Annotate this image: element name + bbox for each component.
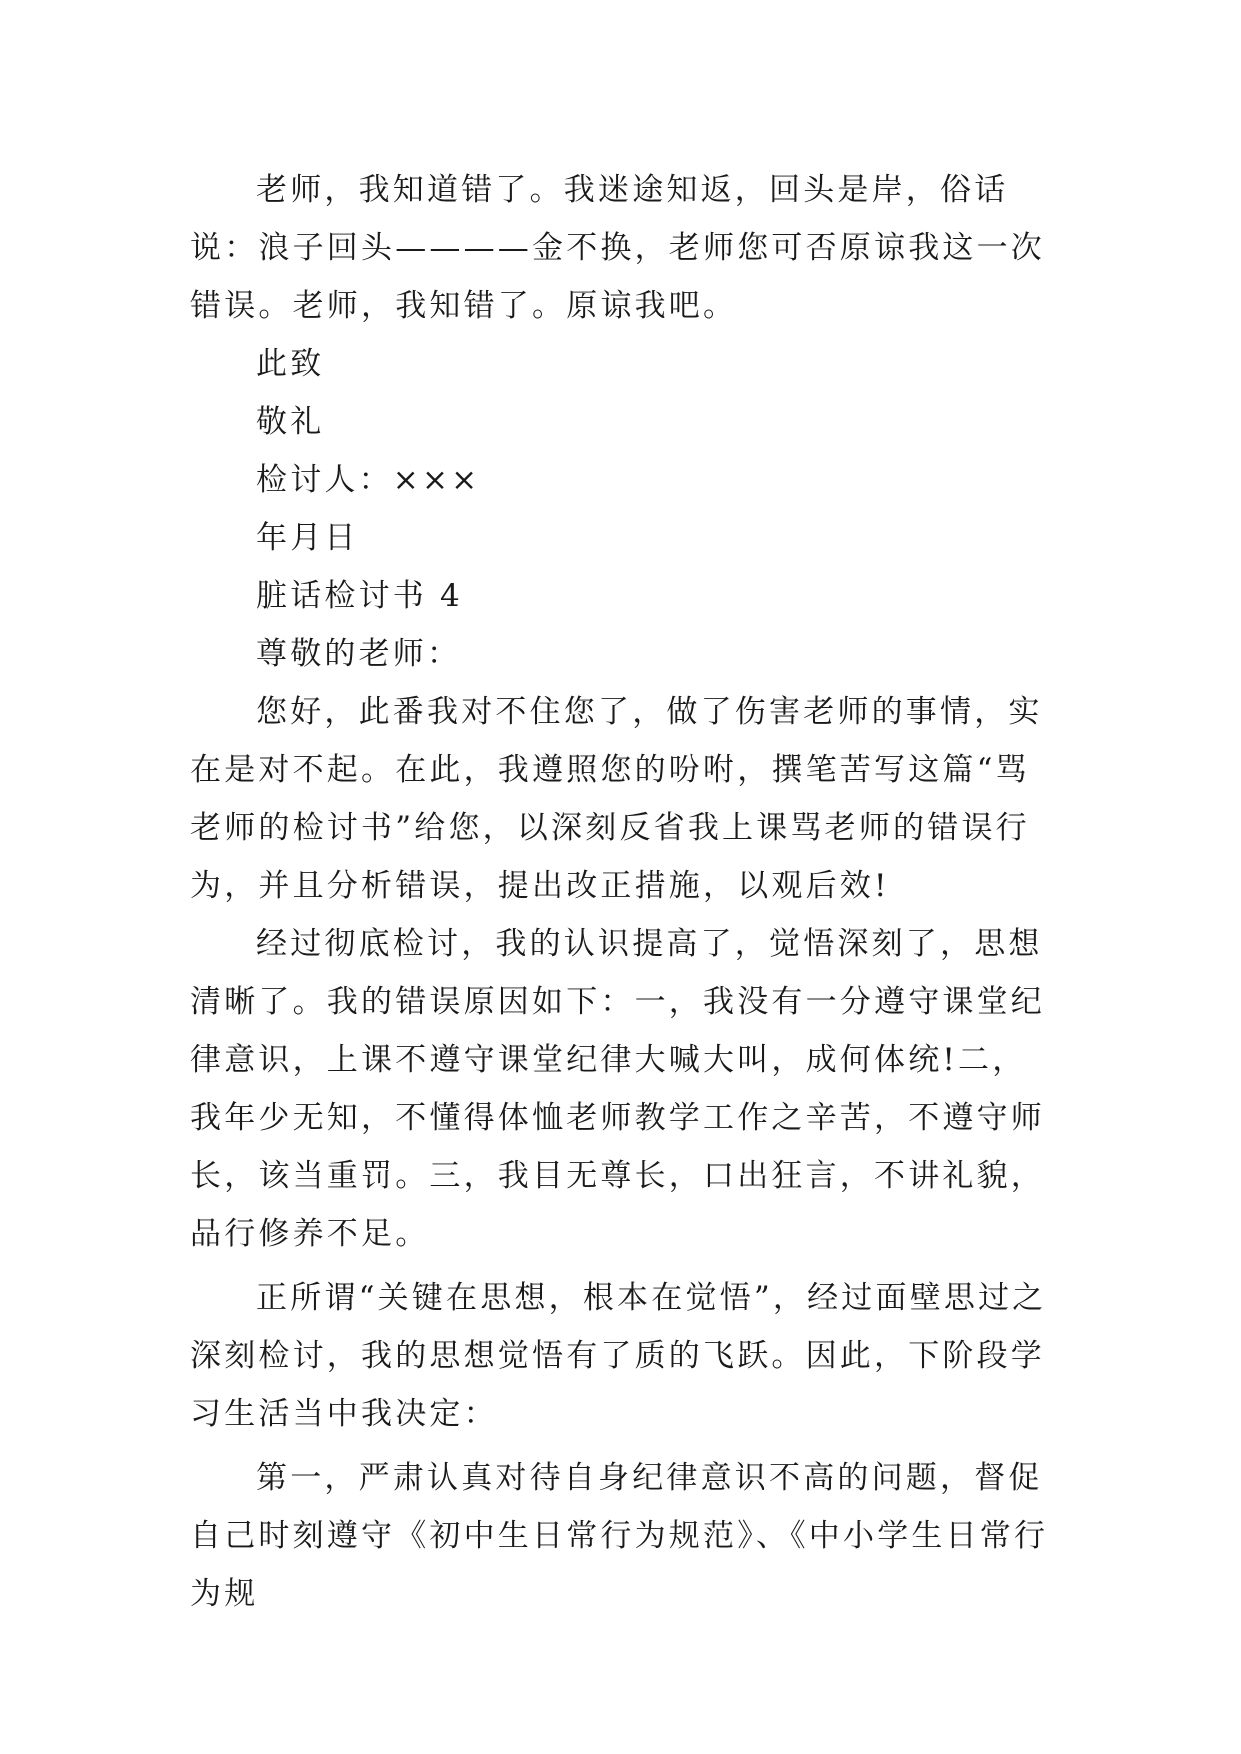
closing-jingli: 敬礼 <box>256 404 325 440</box>
paragraph-apology-end: 老师，我知道错了。我迷途知返，回头是岸，俗话说：浪子回头————金不换，老师您可否原谅我这一次错误。老师，我知错了。原谅我吧。 <box>190 172 1045 324</box>
closing-cizhi: 此致 <box>256 346 325 382</box>
date-line: 年月日 <box>256 520 359 556</box>
section-title: 脏话检讨书 4 <box>256 578 463 614</box>
paragraph-reflection: 正所谓“关键在思想，根本在觉悟”，经过面壁思过之深刻检讨，我的思想觉悟有了质的飞跃。因此，下阶段学习生活当中我决定： <box>190 1280 1047 1432</box>
paragraph-greeting: 您好，此番我对不住您了，做了伤害老师的事情，实在是对不起。在此，我遵照您的吩咐，撰笔苦写这篇“骂老师的检讨书”给您，以深刻反省我上课骂老师的错误行为，并且分析错误，提出改正措施，以观后效! <box>190 694 1043 904</box>
paragraph-decision-first: 第一，严肃认真对待自身纪律意识不高的问题，督促自己时刻遵守《初中生日常行为规范》、《中小学生日常行为规 <box>190 1460 1049 1612</box>
signature-line: 检讨人：××× <box>256 462 481 498</box>
paragraph-reasons: 经过彻底检讨，我的认识提高了，觉悟深刻了，思想清晰了。我的错误原因如下：一，我没有一分遵守课堂纪律意识，上课不遵守课堂纪律大喊大叫，成何体统!二，我年少无知，不懂得体恤老师教学工作之辛苦，不遵守师长，该当重罚。三，我目无尊长，口出狂言，不讲礼貌，品行修养不足。 <box>190 926 1045 1252</box>
salutation: 尊敬的老师： <box>256 636 462 672</box>
document-body <box>190 161 1060 1623</box>
